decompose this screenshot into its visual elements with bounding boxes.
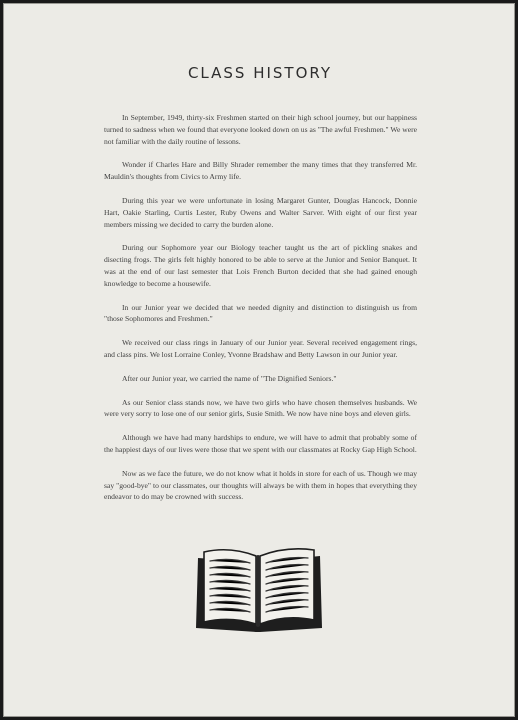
paragraph-3: During this year we were unfortunate in losing Margaret Gunter, Douglas Hancock, Donnie Hart, Oakie Starling, Curtis Lester, Ruby Owens and Walter Sarver. With eight of our first year members missing we decided to carry the burden alone.: [104, 195, 417, 229]
paragraph-5: In our Junior year we decided that we needed dignity and distinction to distinguish us from "those Sophomores and Freshmen.": [104, 302, 417, 324]
open-book-icon: [194, 542, 324, 634]
class-history-text: [104, 112, 417, 515]
paragraph-9: Although we have had many hardships to endure, we will have to admit that probably some of the happiest days of our lives were those that we spent with our classmates at Rocky Gap High School.: [104, 433, 417, 454]
yearbook-page: [3, 3, 515, 717]
paragraph-8: As our Senior class stands now, we have two girls who have chosen themselves husbands. We were very sorry to lose one of our senior girls, Susie Smith. We now have nine boys and eleven girls.: [104, 397, 417, 419]
paragraph-2: Wonder if Charles Hare and Billy Shrader remember the many times that they transferred Mr. Mauldin's thoughts from Civics to Army life.: [104, 160, 417, 182]
paragraph-6: We received our class rings in January of our Junior year. Several received engagement rings, and class pins. We lost Lorraine Conley, Yvonne Bradshaw and Betty Lawson in our Junior year.: [104, 338, 417, 359]
paragraph-7: After our Junior year, we carried the name of "The Dignified Seniors.": [122, 373, 337, 383]
paragraph-10: Now as we face the future, we do not know what it holds in store for each of us. Though we may say "good-bye" to our classmates, our thoughts will always be with them in hopes that everything they endeavor to do may be crowned with success.: [104, 468, 417, 502]
page-title: CLASS HISTORY: [187, 64, 333, 82]
paragraph-1: In September, 1949, thirty-six Freshmen started on their high school journey, but our happiness turned to sadness when we found that everyone looked down on us as "The awful Freshmen." We were not familiar with the daily routine of lessons.: [104, 113, 417, 146]
paragraph-4: During our Sophomore year our Biology teacher taught us the art of pickling snakes and disecting frogs. The girls felt highly honored to be able to serve at the Junior and Senior Banquet. It was at the end of our last semester that Lois French Burton decided that she had gained enough knowledge to become a housewife.: [104, 243, 417, 288]
